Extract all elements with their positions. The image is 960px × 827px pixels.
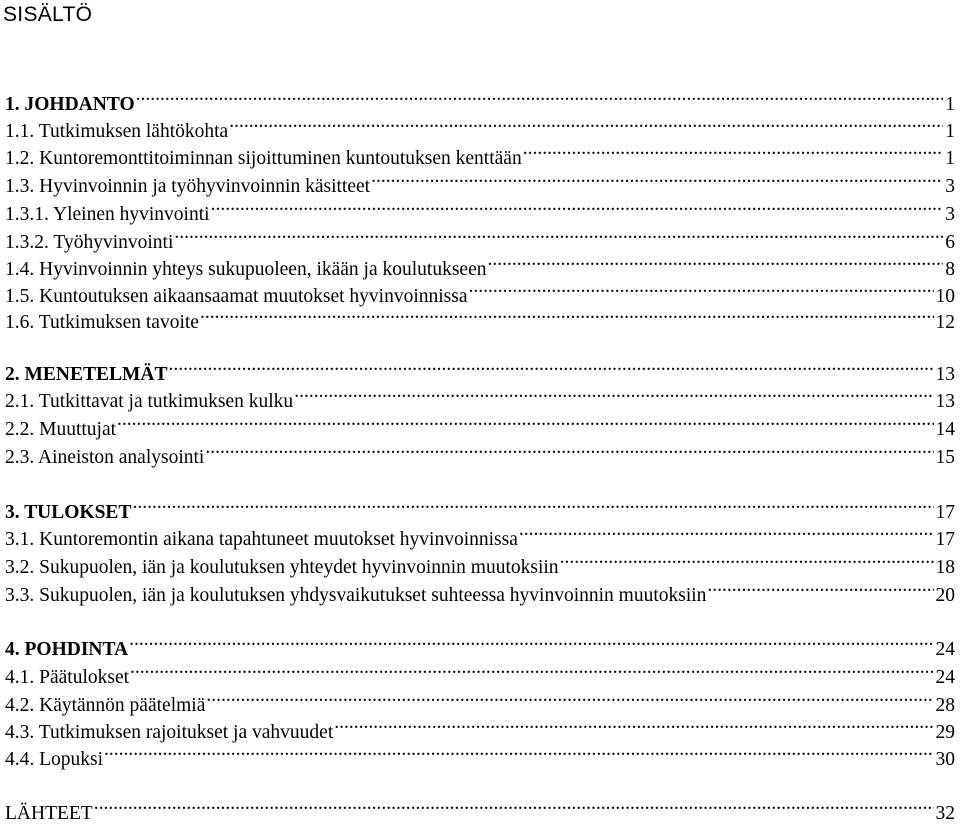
toc-entry-page: 24 [935, 639, 955, 660]
dot-leader [169, 354, 934, 380]
toc-entry-label: 3.3. Sukupuolen, iän ja koulutuksen yhdysvaikutukset suhteessa hyvinvoinnin muutoksiin [5, 585, 707, 606]
toc-entry-label: 1.3. Hyvinvoinnin ja työhyvinvoinnin käsitteet [5, 176, 371, 197]
toc-entry-label: 3.2. Sukupuolen, iän ja koulutuksen yhteydet hyvinvoinnin muutoksiin [5, 557, 559, 578]
toc-entry-label: 4.2. Käytännön päätelmiä [5, 695, 206, 716]
toc-entry-page: 20 [935, 585, 955, 606]
toc-entry-1-3-1[interactable] [5, 194, 955, 225]
dot-leader [174, 222, 943, 248]
toc-entry-page: 14 [935, 419, 955, 440]
page-title: SISÄLTÖ [3, 3, 93, 26]
toc-entry-page: 17 [935, 502, 955, 523]
toc-entry-page: 13 [935, 391, 955, 412]
toc-entry-page: 13 [935, 364, 955, 385]
toc-entry-label: 3. TULOKSET [5, 502, 132, 523]
dot-leader [523, 138, 944, 164]
toc-entry-menetelmat[interactable] [5, 354, 955, 385]
dot-leader [707, 575, 933, 601]
toc-entry-1-3[interactable] [5, 166, 955, 197]
dot-leader [132, 492, 933, 518]
toc-entry-label: 1.3.2. Työhyvinvointi [5, 232, 174, 253]
toc-entry-label: 2.3. Aineiston analysointi [5, 447, 205, 468]
toc-entry-1-5[interactable] [5, 276, 955, 307]
dot-leader [130, 657, 933, 683]
dot-leader [294, 381, 933, 407]
toc-entry-4-3[interactable] [5, 712, 955, 743]
toc-entry-label: 2.1. Tutkittavat ja tutkimuksen kulku [5, 391, 294, 412]
dot-leader [334, 712, 933, 738]
toc-entry-tulokset[interactable] [5, 492, 955, 523]
toc-entry-page: 3 [945, 204, 955, 225]
dot-leader [487, 249, 943, 275]
dot-leader [129, 629, 933, 655]
toc-entry-2-2[interactable] [5, 409, 955, 440]
toc-entry-page: 12 [935, 312, 955, 333]
toc-entry-lahteet[interactable] [5, 793, 955, 824]
toc-entry-label: 4. POHDINTA [5, 639, 129, 660]
toc-entry-page: 3 [945, 176, 955, 197]
dot-leader [211, 194, 944, 220]
toc-entry-label: 4.1. Päätulokset [5, 667, 130, 688]
toc-entry-label: 4.4. Lopuksi [5, 749, 104, 770]
toc-entry-3-3[interactable] [5, 575, 955, 606]
toc-entry-3-2[interactable] [5, 547, 955, 578]
toc-entry-page: 1 [945, 121, 955, 142]
dot-leader [229, 111, 943, 137]
toc-entry-label: 1.4. Hyvinvoinnin yhteys sukupuoleen, ikään ja koulutukseen [5, 259, 487, 280]
toc-entry-label: 1.1. Tutkimuksen lähtökohta [5, 121, 229, 142]
toc-entry-page: 17 [935, 529, 955, 550]
toc-entry-pohdinta[interactable] [5, 629, 955, 660]
dot-leader [117, 409, 933, 435]
toc-entry-page: 30 [935, 749, 955, 770]
toc-entry-johdanto[interactable] [5, 84, 955, 115]
dot-leader [206, 685, 933, 711]
dot-leader [469, 276, 934, 302]
toc-entry-page: 10 [935, 286, 955, 307]
toc-entry-label: 3.1. Kuntoremontin aikana tapahtuneet muutokset hyvinvoinnissa [5, 529, 518, 550]
toc-entry-label: 1.5. Kuntoutuksen aikaansaamat muutokset hyvinvoinnissa [5, 286, 468, 307]
toc-entry-label: 1.6. Tutkimuksen tavoite [5, 312, 199, 333]
toc-entry-page: 18 [935, 557, 955, 578]
dot-leader [519, 519, 934, 545]
dot-leader [371, 166, 943, 192]
toc-entry-label: LÄHTEET [5, 803, 93, 824]
toc-entry-label: 1.2. Kuntoremonttitoiminnan sijoittuminen kuntoutuksen kenttään [5, 148, 522, 169]
toc-entry-page: 24 [935, 667, 955, 688]
toc-entry-1-1[interactable] [5, 111, 955, 142]
toc-entry-1-6[interactable] [5, 302, 955, 333]
dot-leader [205, 437, 933, 463]
toc-entry-page: 1 [945, 94, 955, 115]
toc-entry-label: 2. MENETELMÄT [5, 364, 168, 385]
dot-leader [94, 793, 934, 819]
toc-entry-label: 1. JOHDANTO [5, 94, 135, 115]
toc-entry-1-2[interactable] [5, 138, 955, 169]
toc-entry-page: 28 [935, 695, 955, 716]
dot-leader [560, 547, 934, 573]
toc-entry-label: 4.3. Tutkimuksen rajoitukset ja vahvuudet [5, 722, 334, 743]
toc-entry-3-1[interactable] [5, 519, 955, 550]
toc-entry-4-1[interactable] [5, 657, 955, 688]
toc-entry-page: 8 [945, 259, 955, 280]
dot-leader [200, 302, 934, 328]
toc-entry-2-3[interactable] [5, 437, 955, 468]
toc-entry-1-4[interactable] [5, 249, 955, 280]
toc-entry-page: 15 [935, 447, 955, 468]
dot-leader [136, 84, 944, 110]
toc-entry-page: 1 [945, 148, 955, 169]
toc-entry-4-4[interactable] [5, 739, 955, 770]
toc-entry-label: 2.2. Muuttujat [5, 419, 117, 440]
toc-entry-page: 6 [945, 232, 955, 253]
toc-entry-1-3-2[interactable] [5, 222, 955, 253]
toc-entry-label: 1.3.1. Yleinen hyvinvointi [5, 204, 210, 225]
dot-leader [104, 739, 933, 765]
toc-entry-page: 32 [935, 803, 955, 824]
toc-entry-page: 29 [935, 722, 955, 743]
toc-entry-2-1[interactable] [5, 381, 955, 412]
toc-entry-4-2[interactable] [5, 685, 955, 716]
